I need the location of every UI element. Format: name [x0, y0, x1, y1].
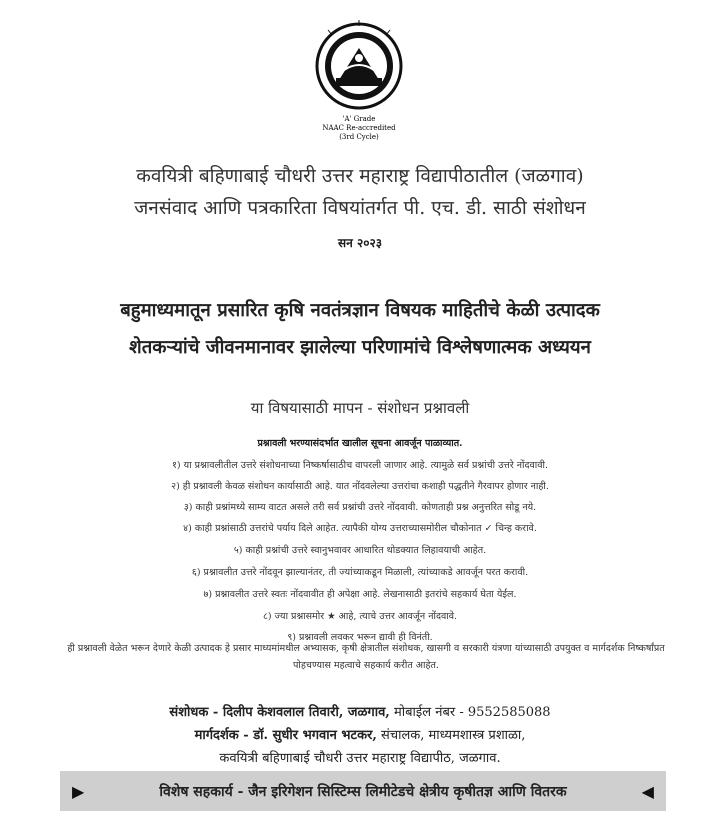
instruction-item-8: ८) ज्या प्रश्नासमोर ★ आहे, त्याचे उत्तर आवर्जून नोंदवावे.: [262, 611, 458, 622]
instructions-heading: प्रश्नावली भरण्यासंदर्भात खालील सूचना आवर्जून पाळाव्यात.: [257, 438, 463, 449]
instruction-item-4: ४) काही प्रश्नांसाठी उत्तरांचे पर्याय दिले आहेत. त्यापैकी योग्य उत्तराच्यासमोरील चौकोनात ✓ चिन्ह करावे.: [183, 523, 537, 534]
instruction-item-7: ७) प्रश्नावलीत उत्तरे स्वतः नोंदवावीत ही अपेक्षा आहे. लेखनासाठी इतरांचे सहकार्य घेता येईल.: [203, 589, 517, 600]
banner-text: विशेष सहकार्य - जैन इरिगेशन सिस्टिम्स लिमीटेडचे क्षेत्रीय कृषीतज्ञ आणि वितरक: [159, 783, 567, 800]
play-right-icon: ▶: [72, 781, 85, 801]
instruction-item-5: ५) काही प्रश्नांची उत्तरे स्वानुभवावर आधारित थोडक्यात लिहावयाची आहेत.: [233, 545, 487, 556]
guide-university: कवयित्री बहिणाबाई चौधरी उत्तर महाराष्ट्र विद्यापीठ, जळगाव.: [219, 751, 501, 766]
guide-name: मार्गदर्शक - डॉ. सुधीर भगवान भटकर,: [194, 728, 377, 743]
research-title-line-1: बहुमाध्यमातून प्रसारित कृषि नवतंत्रज्ञान विषयक माहितीचे केळी उत्पादक: [120, 300, 600, 321]
play-left-icon: ◀: [641, 781, 654, 801]
guide-detail: संचालक, माध्यमशास्त्र प्रशाळा,: [381, 728, 526, 743]
university-logo: [300, 18, 418, 143]
instruction-item-3: ३) काही प्रश्नांमध्ये साम्य वाटत असले तरी सर्व प्रश्नांची उत्तरे नोंदवावी. कोणताही प्रश्न अनुत्तरित सोडू नये.: [183, 502, 537, 513]
cooperation-banner: [60, 771, 666, 811]
university-line-1: कवयित्री बहिणाबाई चौधरी उत्तर महाराष्ट्र विद्यापीठातील (जळगाव): [136, 165, 584, 187]
questionnaire-subtitle: या विषयासाठी मापन - संशोधन प्रश्नावली: [250, 399, 470, 417]
instruction-item-1: १) या प्रश्नावलीतील उत्तरे संशोधनाच्या निष्कर्षासाठीच वापरली जाणार आहे. त्यामुळे सर्व प्रश्नांची उत्तरे नोंदवावी.: [171, 460, 549, 471]
instruction-item-6: ६) प्रश्नावलीत उत्तरे नोंदवून झाल्यानंतर, ती ज्यांच्याकडून मिळाली, त्यांच्याकडे आवर्जून परत करावी.: [191, 567, 529, 578]
university-line-2: जनसंवाद आणि पत्रकारिता विषयांतर्गत पी. एच. डी. साठी संशोधन: [134, 197, 586, 219]
logo-naac-text: NAAC Re-accredited: [322, 124, 396, 132]
logo-grade-text: 'A' Grade: [342, 115, 376, 123]
researcher-mobile: मोबाईल नंबर - 9552585088: [393, 705, 551, 720]
logo-cycle-text: (3rd Cycle): [339, 133, 379, 141]
guide-credit: [0, 725, 720, 743]
researcher-name: संशोधक - दिलीप केशवलाल तिवारी, जळगाव,: [169, 705, 390, 720]
note-paragraph: ही प्रश्नावली वेळेत भरून देणारे केळी उत्पादक हे प्रसार माध्यमांमधील अभ्यासक, कृषी क्षेत्रातील संशोधक, खासगी व सरकारी यंत्रणा यांच्यासाठी उपयुक्त व मार्गदर्शक निष्कर्षांप्रत पोहचण्यास महत्वाचे सहकार्य करीत आहेत.: [67, 643, 665, 671]
instruction-item-2: २) ही प्रश्नावली केवळ संशोधन कार्यासाठी आहे. यात नोंदवलेल्या उत्तरांचा कशाही पद्धतीने गैरवापर होणार नाही.: [171, 481, 549, 492]
year-label: सन २०२३: [338, 236, 382, 250]
researcher-credit: [0, 702, 720, 720]
research-title-line-2: शेतकऱ्यांचे जीवनमानावर झालेल्या परिणामांचे विश्लेषणात्मक अध्ययन: [129, 337, 591, 358]
instruction-item-9: ९) प्रश्नावली लवकर भरून द्यावी ही विनंती.: [287, 632, 433, 643]
